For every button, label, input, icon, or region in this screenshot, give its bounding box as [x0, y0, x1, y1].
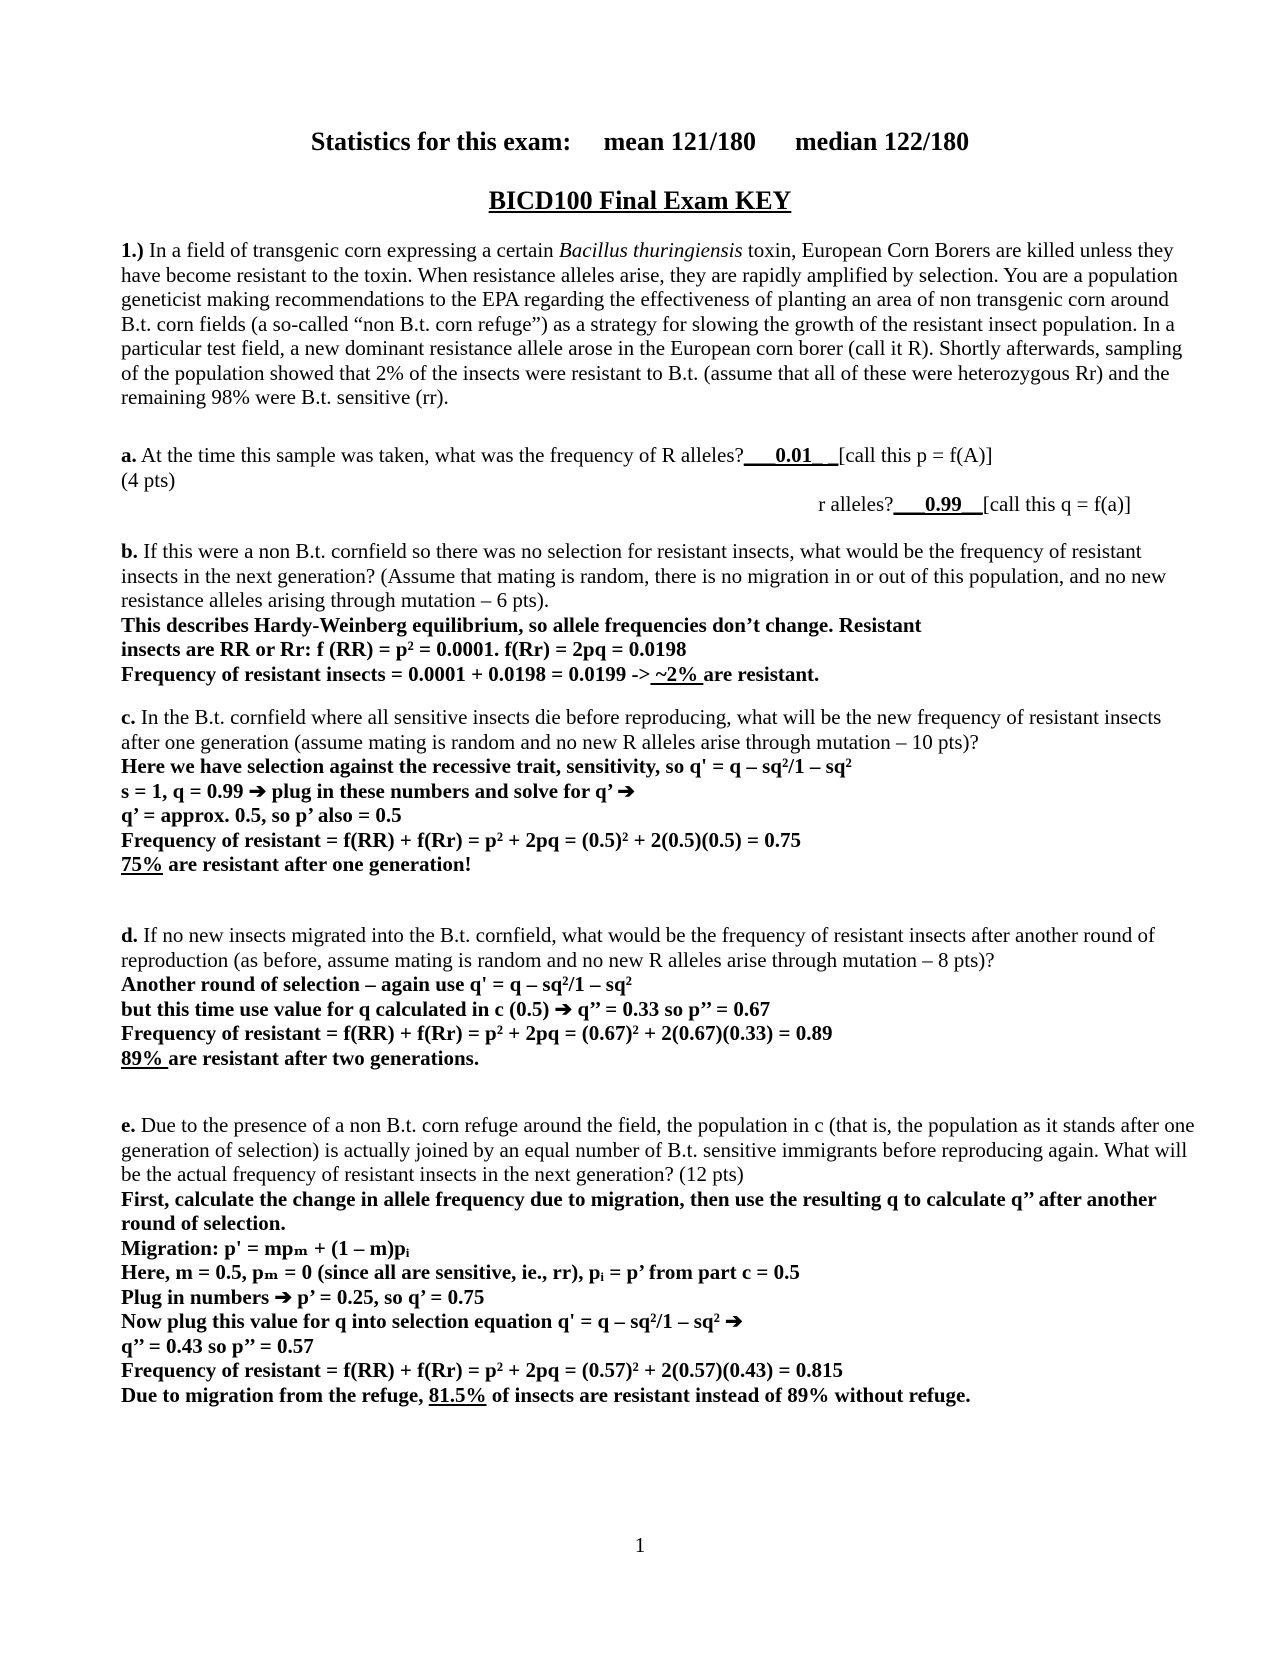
part-c-answer-5 — [121, 852, 1201, 877]
part-b-question — [121, 539, 1201, 613]
part-d-answer-highlight: 89% — [121, 1045, 169, 1070]
part-c-question — [121, 705, 1201, 754]
part-c-answer-1: Here we have selection against the recessive trait, sensitivity, so q' = q – sq²/1 – sq² — [121, 754, 852, 778]
part-c-answer-3: q’ = approx. 0.5, so p’ also = 0.5 — [121, 803, 402, 827]
part-e — [121, 1113, 1201, 1407]
part-c — [121, 705, 1201, 877]
part-d-text: If no new insects migrated into the B.t. cornfield, what would be the frequency of resistant insects after another round of reproduction (as before, assume mating is random and no new R alleles arise through mutation – 8 pts)? — [121, 923, 1155, 972]
part-c-answer-highlight: 75% — [121, 852, 163, 876]
part-b-answer-3a: Frequency of resistant insects = 0.0001 + 0.0198 = 0.0199 -> — [121, 661, 651, 686]
part-d-answer-3: Frequency of resistant = f(RR) + f(Rr) = p² + 2pq = (0.67)² + 2(0.67)(0.33) = 0.89 — [121, 1021, 833, 1045]
part-a-answer-q: ___0.99__ — [893, 492, 983, 516]
part-a — [121, 443, 1201, 517]
part-d-answer-1: Another round of selection – again use q' = q – sq²/1 – sq² — [121, 972, 632, 996]
part-a-question — [121, 443, 1201, 468]
part-e-answer-7: Frequency of resistant = f(RR) + f(Rr) = p² + 2pq = (0.57)² + 2(0.57)(0.43) = 0.815 — [121, 1358, 843, 1382]
part-e-answer-8a: Due to migration from the refuge, — [121, 1382, 429, 1407]
part-e-answer-5: Now plug this value for q into selection equation q' = q – sq²/1 – sq² ➔ — [121, 1309, 743, 1333]
question-1-intro — [121, 238, 1201, 410]
part-d-answer-2: but this time use value for q calculated in c (0.5) ➔ q’’ = 0.33 so p’’ = 0.67 — [121, 996, 771, 1021]
part-d-label: d. — [121, 923, 138, 947]
part-b-answer-3 — [121, 662, 1201, 687]
question-1-number: 1.) — [121, 238, 144, 262]
part-e-answer-3: Here, m = 0.5, pₘ = 0 (since all are sensitive, ie., rr), pᵢ = p’ from part c = 0.5 — [121, 1260, 800, 1284]
part-e-answer-4: Plug in numbers ➔ p’ = 0.25, so q’ = 0.75 — [121, 1284, 485, 1309]
question-1-text-a: In a field of transgenic corn expressing a certain — [143, 238, 559, 262]
page-number: 1 — [634, 1533, 646, 1557]
part-a-r-label: r alleles? — [818, 492, 894, 516]
part-a-answer-p: ___0.01_ _ — [743, 443, 839, 467]
part-b-answer-2: insects are RR or Rr: f (RR) = p² = 0.0001. f(Rr) = 2pq = 0.0198 — [121, 637, 687, 661]
question-1 — [121, 238, 1201, 410]
exam-statistics: Statistics for this exam: mean 121/180 median 122/180 — [310, 127, 970, 156]
part-b-answer-3b: are resistant. — [703, 661, 820, 686]
part-d-answer-4 — [121, 1046, 1201, 1071]
part-e-label: e. — [121, 1113, 136, 1137]
part-a-label: a. — [121, 443, 137, 467]
part-a-r-alleles — [121, 492, 1201, 517]
part-a-tail-q: [call this q = f(a)] — [982, 492, 1131, 516]
part-c-label: c. — [121, 705, 136, 729]
part-e-question — [121, 1113, 1201, 1187]
part-e-answer-1: First, calculate the change in allele frequency due to migration, then use the resulting q to calculate q’’ after another round of selection. — [121, 1186, 1157, 1235]
part-b — [121, 539, 1201, 686]
part-a-points: (4 pts) — [121, 467, 176, 492]
part-e-answer-8 — [121, 1383, 1201, 1408]
part-a-text: At the time this sample was taken, what was the frequency of R alleles? — [136, 443, 744, 467]
question-1-text-b: toxin, European Corn Borers are killed unless they have become resistant to the toxin. When resistance alleles arise, they are rapidly amplified by selection. You are a population geneticist making recommendations to the EPA regarding the effectiveness of planting an area of non transgenic corn around B.t. corn fields (a so-called “non B.t. corn refuge”) as a strategy for slowing the growth of the resistant insect population. In a particular test field, a new dominant resistance allele arose in the European corn borer (call it R). Shortly afterwards, sampling of the population showed that 2% of the insects were resistant to B.t. (assume that all of these were heterozygous Rr) and the remaining 98% were B.t. sensitive (rr). — [121, 238, 1183, 409]
part-c-answer-2: s = 1, q = 0.99 ➔ plug in these numbers and solve for q’ ➔ — [121, 778, 635, 803]
part-a-tail-p: [call this p = f(A)] — [838, 443, 993, 467]
title-text: BICD100 Final Exam KEY — [488, 186, 792, 215]
part-c-text: In the B.t. cornfield where all sensitive insects die before reproducing, what will be the new frequency of resistant insects after one generation (assume mating is random and no new R alleles arise through mutation – 10 pts)? — [121, 705, 1162, 754]
part-b-label: b. — [121, 539, 138, 563]
part-d-question — [121, 923, 1201, 972]
part-c-answer-5b: are resistant after one generation! — [163, 852, 472, 876]
part-c-answer-4: Frequency of resistant = f(RR) + f(Rr) = p² + 2pq = (0.5)² + 2(0.5)(0.5) = 0.75 — [121, 827, 801, 852]
part-b-answer-highlight: ~2% — [650, 661, 704, 686]
part-d — [121, 923, 1201, 1070]
page-title — [0, 186, 1280, 216]
part-e-answer-8b: of insects are resistant instead of 89% without refuge. — [486, 1382, 971, 1407]
part-e-answer-2: Migration: p' = mpₘ + (1 – m)pᵢ — [121, 1235, 410, 1260]
part-e-answer-6: q’’ = 0.43 so p’’ = 0.57 — [121, 1333, 314, 1358]
part-e-text: Due to the presence of a non B.t. corn refuge around the field, the population in c (that is, the population as it stands after one generation of selection) is actually joined by an equal number of B.t. sensitive immigrants before reproducing again. What will be the actual frequency of resistant insects in the next generation? (12 pts) — [121, 1113, 1195, 1186]
part-b-answer-1: This describes Hardy-Weinberg equilibrium, so allele frequencies don’t change. Resistant — [121, 612, 922, 637]
part-d-answer-4b: are resistant after two generations. — [168, 1045, 480, 1070]
part-b-text: If this were a non B.t. cornfield so there was no selection for resistant insects, what would be the frequency of resistant insects in the next generation? (Assume that mating is random, there is no migration in or out of this population, and no new resistance alleles arising through mutation – 6 pts). — [121, 539, 1167, 612]
species-name: Bacillus thuringiensis — [558, 238, 743, 262]
part-e-answer-highlight: 81.5% — [428, 1382, 487, 1407]
